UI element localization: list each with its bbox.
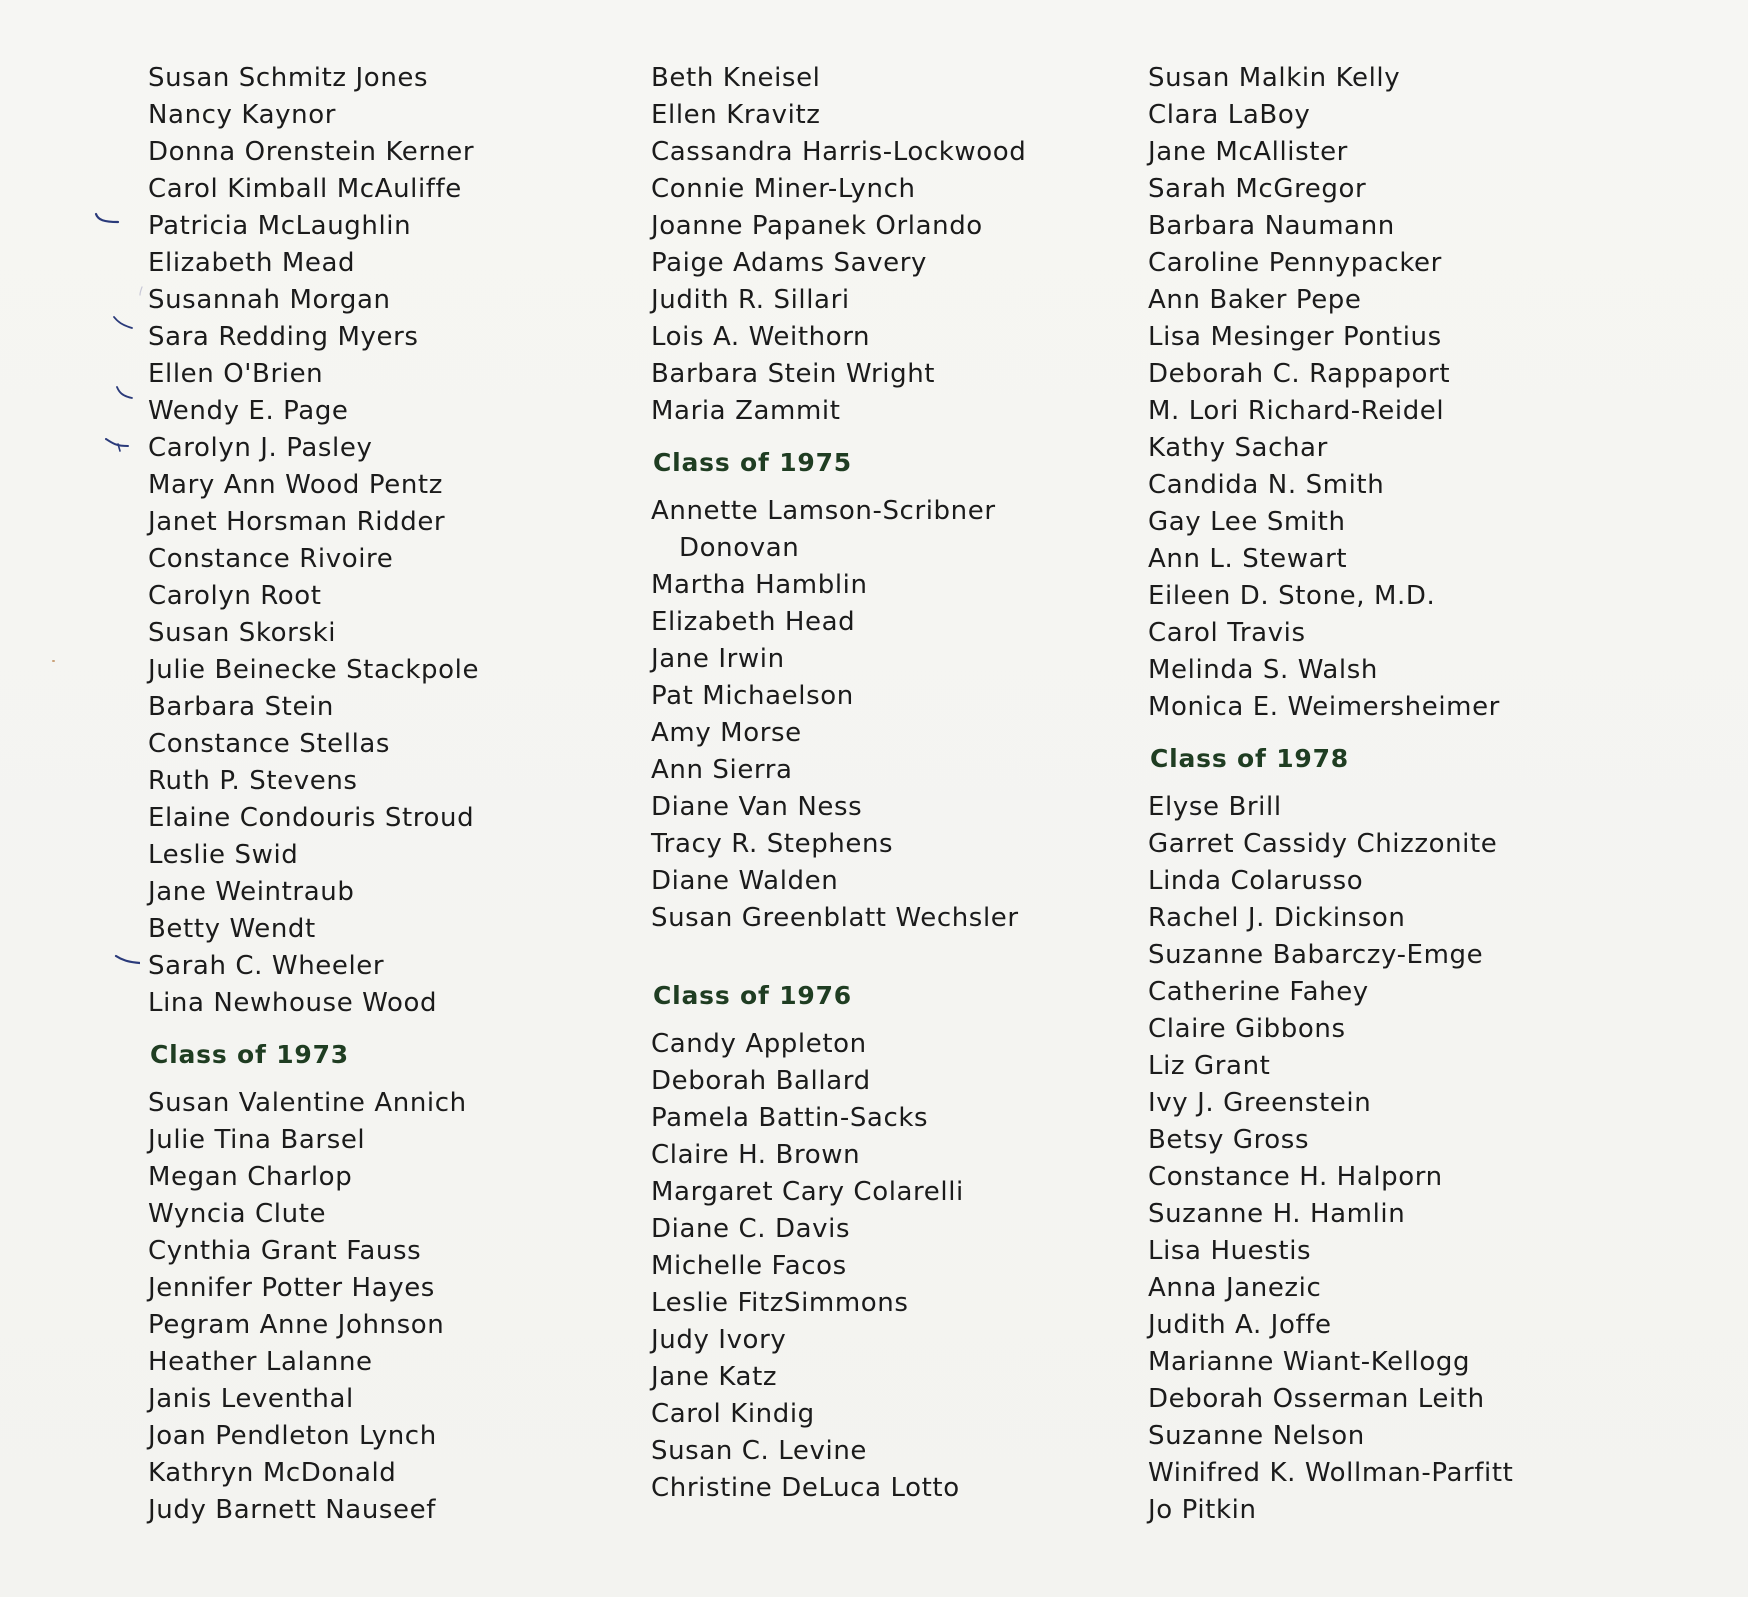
list-item: Megan Charlop <box>148 1162 353 1192</box>
list-item: Susan Schmitz Jones <box>148 63 429 93</box>
list-item: Kathy Sachar <box>1148 433 1328 463</box>
list-item: Christine DeLuca Lotto <box>651 1473 960 1503</box>
list-item: Wendy E. Page <box>148 396 349 426</box>
list-item: Wyncia Clute <box>148 1199 327 1229</box>
list-item: Carolyn J. Pasley <box>148 433 373 463</box>
list-item: Liz Grant <box>1148 1051 1271 1081</box>
list-item: Ann Sierra <box>651 755 793 785</box>
list-item: Elizabeth Mead <box>148 248 356 278</box>
list-item: Jane Weintraub <box>148 877 355 907</box>
list-item: Michelle Facos <box>651 1251 847 1281</box>
names-list-continued <box>148 60 479 1022</box>
list-item: Judith R. Sillari <box>651 285 850 315</box>
list-item: Connie Miner-Lynch <box>651 174 916 204</box>
list-item: Deborah Osserman Leith <box>1148 1384 1485 1414</box>
list-item: Leslie FitzSimmons <box>651 1288 909 1318</box>
list-item: Sara Redding Myers <box>148 322 419 352</box>
list-item: Constance Rivoire <box>148 544 394 574</box>
column-1 <box>148 60 479 1529</box>
list-item: Pegram Anne Johnson <box>148 1310 445 1340</box>
list-item: Nancy Kaynor <box>148 100 336 130</box>
list-item: Joan Pendleton Lynch <box>148 1421 437 1451</box>
column-2 <box>651 60 1026 1507</box>
list-item: Paige Adams Savery <box>651 248 928 278</box>
list-item: Mary Ann Wood Pentz <box>148 470 443 500</box>
pen-check-mark-icon <box>112 316 138 330</box>
list-item: Julie Beinecke Stackpole <box>148 655 480 685</box>
list-item: Susan Greenblatt Wechsler <box>651 903 1019 933</box>
list-item-continuation: Donovan <box>679 533 800 563</box>
list-item: Leslie Swid <box>148 840 299 870</box>
names-list-1976 <box>651 1026 1026 1507</box>
list-item: Suzanne Babarczy-Emge <box>1148 940 1484 970</box>
list-item: Garret Cassidy Chizzonite <box>1148 829 1498 859</box>
list-item: Annette Lamson-Scribner <box>651 496 996 526</box>
list-item: Suzanne H. Hamlin <box>1148 1199 1406 1229</box>
list-item: Barbara Stein <box>148 692 334 722</box>
list-item: Suzanne Nelson <box>1148 1421 1365 1451</box>
list-item: Elizabeth Head <box>651 607 856 637</box>
list-item: Betty Wendt <box>148 914 316 944</box>
list-item: Pamela Battin-Sacks <box>651 1103 929 1133</box>
list-item: Ruth P. Stevens <box>148 766 358 796</box>
list-item: Jennifer Potter Hayes <box>148 1273 435 1303</box>
list-item: Susannah Morgan <box>148 285 391 315</box>
list-item: Monica E. Weimersheimer <box>1148 692 1500 722</box>
list-item: Jane Irwin <box>651 644 785 674</box>
pen-check-mark-icon <box>114 954 140 968</box>
list-item: Cynthia Grant Fauss <box>148 1236 422 1266</box>
list-item: Ann Baker Pepe <box>1148 285 1362 315</box>
list-item: Janet Horsman Ridder <box>148 507 446 537</box>
list-item: Diane C. Davis <box>651 1214 851 1244</box>
list-item: Diane Walden <box>651 866 839 896</box>
names-list-1978 <box>1148 789 1513 1529</box>
list-item: Melinda S. Walsh <box>1148 655 1378 685</box>
list-item: Candy Appleton <box>651 1029 867 1059</box>
list-item: Diane Van Ness <box>651 792 863 822</box>
list-item: Kathryn McDonald <box>148 1458 397 1488</box>
list-item: Betsy Gross <box>1148 1125 1310 1155</box>
list-item: Carol Travis <box>1148 618 1306 648</box>
list-item: Linda Colarusso <box>1148 866 1364 896</box>
list-item: Candida N. Smith <box>1148 470 1385 500</box>
list-item: Susan Malkin Kelly <box>1148 63 1401 93</box>
list-item: Janis Leventhal <box>148 1384 354 1414</box>
list-item: Pat Michaelson <box>651 681 854 711</box>
class-heading-1978: Class of 1978 <box>1150 744 1349 773</box>
list-item: Tracy R. Stephens <box>651 829 894 859</box>
list-item: Carol Kimball McAuliffe <box>148 174 462 204</box>
list-item: Judy Ivory <box>651 1325 787 1355</box>
names-list-1973 <box>148 1085 479 1529</box>
list-item: Anna Janezic <box>1148 1273 1322 1303</box>
list-item: Carol Kindig <box>651 1399 815 1429</box>
list-item: Beth Kneisel <box>651 63 821 93</box>
list-item: Carolyn Root <box>148 581 322 611</box>
list-item: Patricia McLaughlin <box>148 211 412 241</box>
list-item: Cassandra Harris-Lockwood <box>651 137 1027 167</box>
list-item: Joanne Papanek Orlando <box>651 211 983 241</box>
list-item: Winifred K. Wollman-Parfitt <box>1148 1458 1514 1488</box>
list-item: Ellen O'Brien <box>148 359 324 389</box>
list-item: Deborah Ballard <box>651 1066 871 1096</box>
list-item: Sarah McGregor <box>1148 174 1367 204</box>
list-item: Ellen Kravitz <box>651 100 821 130</box>
names-list-1975 <box>651 493 1026 937</box>
list-item: Catherine Fahey <box>1148 977 1369 1007</box>
list-item: Marianne Wiant-Kellogg <box>1148 1347 1471 1377</box>
class-heading-1973: Class of 1973 <box>150 1040 349 1069</box>
list-item: Lina Newhouse Wood <box>148 988 438 1018</box>
list-item: Jane Katz <box>651 1362 778 1392</box>
list-item: Eileen D. Stone, M.D. <box>1148 581 1436 611</box>
list-item: Maria Zammit <box>651 396 841 426</box>
list-item: Lois A. Weithorn <box>651 322 871 352</box>
list-item: Jo Pitkin <box>1148 1495 1257 1525</box>
list-item: Barbara Naumann <box>1148 211 1395 241</box>
list-item: Lisa Mesinger Pontius <box>1148 322 1442 352</box>
class-heading-1975: Class of 1975 <box>653 448 852 477</box>
column-3 <box>1148 60 1513 1529</box>
paper-speck <box>52 660 55 662</box>
list-item: Ann L. Stewart <box>1148 544 1348 574</box>
list-item: Lisa Huestis <box>1148 1236 1312 1266</box>
list-item: Donna Orenstein Kerner <box>148 137 475 167</box>
list-item: Judith A. Joffe <box>1148 1310 1332 1340</box>
list-item: Sarah C. Wheeler <box>148 951 385 981</box>
list-item: Deborah C. Rappaport <box>1148 359 1451 389</box>
list-item: M. Lori Richard-Reidel <box>1148 396 1445 426</box>
list-item: Caroline Pennypacker <box>1148 248 1442 278</box>
list-item: Clara LaBoy <box>1148 100 1311 130</box>
list-item: Heather Lalanne <box>148 1347 373 1377</box>
list-item: Claire H. Brown <box>651 1140 861 1170</box>
class-heading-1976: Class of 1976 <box>653 981 852 1010</box>
list-item: Constance Stellas <box>148 729 391 759</box>
pen-check-mark-icon <box>94 212 120 226</box>
names-list-continued <box>1148 60 1513 726</box>
list-item: Gay Lee Smith <box>1148 507 1346 537</box>
list-item: Julie Tina Barsel <box>148 1125 366 1155</box>
list-item: Margaret Cary Colarelli <box>651 1177 964 1207</box>
list-item: Ivy J. Greenstein <box>1148 1088 1372 1118</box>
list-item: Barbara Stein Wright <box>651 359 936 389</box>
list-item: Susan Valentine Annich <box>148 1088 467 1118</box>
list-item: Rachel J. Dickinson <box>1148 903 1406 933</box>
names-list-continued <box>651 60 1026 430</box>
pen-stray-mark-icon <box>136 286 162 300</box>
list-item: Amy Morse <box>651 718 802 748</box>
list-item: Elyse Brill <box>1148 792 1282 822</box>
list-item: Susan C. Levine <box>651 1436 867 1466</box>
list-item: Martha Hamblin <box>651 570 868 600</box>
list-item: Elaine Condouris Stroud <box>148 803 475 833</box>
list-item: Jane McAllister <box>1148 137 1348 167</box>
list-item: Constance H. Halporn <box>1148 1162 1443 1192</box>
list-item: Susan Skorski <box>148 618 337 648</box>
list-item: Claire Gibbons <box>1148 1014 1346 1044</box>
pen-check-mark-icon <box>104 438 130 452</box>
pen-check-mark-icon <box>114 386 140 400</box>
list-item: Judy Barnett Nauseef <box>148 1495 436 1525</box>
